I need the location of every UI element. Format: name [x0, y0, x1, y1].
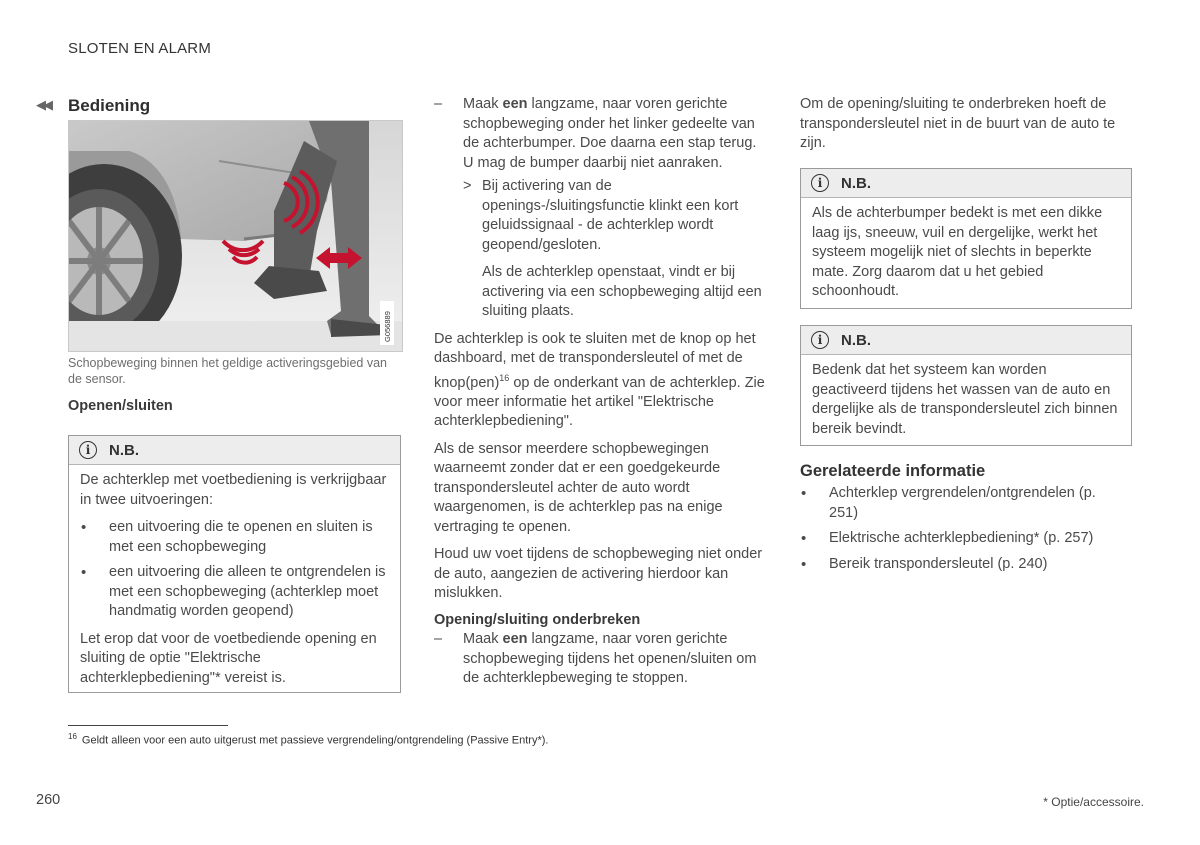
- subheading-interrupt: Opening/sluiting onderbreken: [434, 611, 641, 628]
- accessory-note: * Optie/accessoire.: [1043, 795, 1144, 809]
- middle-column: [434, 95, 767, 689]
- info-icon: i: [811, 331, 829, 349]
- step-prefix: Maak: [463, 631, 503, 648]
- step-bold: een: [502, 96, 528, 112]
- related-info-title: Gerelateerde informatie: [800, 462, 986, 480]
- paragraph-text: op de onderkant van de achterklep. Zie voor meer informatie het artikel "Elektrische achterklepbediening".: [434, 374, 765, 430]
- related-link[interactable]: • Elektrische achterklepbediening* (p. 257): [800, 529, 1100, 549]
- paragraph-multiple-kicks: Als de sensor meerdere schopbewegingen waarneemt zonder dat er een goedgekeurde transpondersleutel achter de auto wordt waargenomen, is de achterklep pas na enige vertraging te openen.: [434, 440, 723, 535]
- note-title: N.B.: [841, 174, 871, 192]
- figure-caption: Schopbeweging binnen het geldige activeringsgebied van de sensor.: [68, 356, 387, 386]
- note-outro: Let erop dat voor de voetbediende opening en sluiting de optie "Elektrische achterklepbediening"* vereist is.: [80, 630, 377, 686]
- note-text: Als de achterbumper bedekt is met een dikke laag ijs, sneeuw, vuil en dergelijke, werkt het systeem mogelijk niet of slechts in beperkte mate. Zorg daarom dat u het gebied schoonhoudt.: [812, 205, 1103, 299]
- step-kick: [434, 95, 767, 173]
- note-text: Bedenk dat het systeem kan worden geactiveerd tijdens het wassen van de auto en dergelijke als de transpondersleutel zich binnen bereik bevindt.: [812, 362, 1118, 437]
- kick-sensor-illustration: [68, 120, 403, 352]
- note-box-variants: [68, 435, 401, 693]
- page-number: 260: [36, 792, 61, 808]
- step-text: langzame, naar voren gerichte schopbeweging tijdens het openen/sluiten om de achterklepbeweging te stoppen.: [463, 631, 757, 687]
- footnote-text: Geldt alleen voor een auto uitgerust met passieve vergrendeling/ontgrendeling (Passive Entry*).: [81, 734, 549, 747]
- step-bold: een: [502, 631, 528, 648]
- related-link[interactable]: • Achterklep vergrendelen/ontgrendelen (p. 251): [800, 484, 1100, 523]
- list-item: • een uitvoering die te openen en sluiten is met een schopbeweging: [80, 518, 389, 557]
- note-title: N.B.: [109, 441, 139, 459]
- step-prefix: Maak: [463, 96, 503, 112]
- result-symbol: >: [463, 178, 472, 194]
- note-box-washing: [800, 325, 1132, 446]
- note-header: [69, 436, 400, 465]
- info-icon: i: [811, 174, 829, 192]
- related-links: [800, 484, 1100, 580]
- note-header: [801, 169, 1131, 198]
- note-box-ice: [800, 168, 1132, 309]
- result-note: Als de achterklep openstaat, vindt er bij activering via een schopbeweging altijd een sluiting plaats.: [482, 264, 762, 319]
- subheading-open-close: Openen/sluiten: [68, 398, 173, 414]
- step-interrupt: [434, 630, 767, 689]
- footnote: [68, 732, 548, 747]
- list-item: • een uitvoering die alleen te ontgrendelen is met een schopbeweging (achterklep moet handmatig worden geopend): [80, 563, 389, 622]
- note-intro: De achterklep met voetbediening is verkrijgbaar in twee uitvoeringen:: [80, 472, 387, 508]
- running-header: SLOTEN EN ALARM: [68, 40, 212, 57]
- related-link[interactable]: • Bereik transpondersleutel (p. 240): [800, 555, 1100, 575]
- note-title: N.B.: [841, 331, 871, 349]
- footnote-ref[interactable]: 16: [499, 372, 510, 383]
- paragraph-foot-position: Houd uw voet tijdens de schopbeweging niet onder de auto, aangezien de activering hierdoor kan mislukken.: [434, 546, 763, 602]
- footnote-number: 16: [68, 732, 77, 741]
- section-title: Bediening: [68, 96, 151, 115]
- paragraph-text: De achterklep is ook te sluiten met de knop op het dashboard, met de transpondersleutel of met de knop(pen): [434, 330, 756, 391]
- footnote-divider: [68, 725, 228, 726]
- double-chevron-left-icon[interactable]: ◀◀: [36, 97, 50, 112]
- note-header: [801, 326, 1131, 355]
- interrupt-info: Om de opening/sluiting te onderbreken hoeft de transpondersleutel niet in de buurt van de auto te zijn.: [800, 96, 1116, 151]
- info-icon: i: [79, 441, 97, 459]
- figure-code: G056889: [383, 311, 392, 342]
- step-text: langzame, naar voren gerichte schopbeweging onder het linker gedeelte van de achterbumper. Doe daarna een stap terug. U mag de bumper daarbij niet aanraken.: [463, 96, 757, 171]
- paragraph-close-options: [434, 330, 767, 432]
- step-result: [434, 177, 767, 255]
- result-text: Bij activering van de openings-/sluitingsfunctie klinkt een kort geluidssignaal - de achterklep wordt geopend/gesloten.: [482, 178, 739, 253]
